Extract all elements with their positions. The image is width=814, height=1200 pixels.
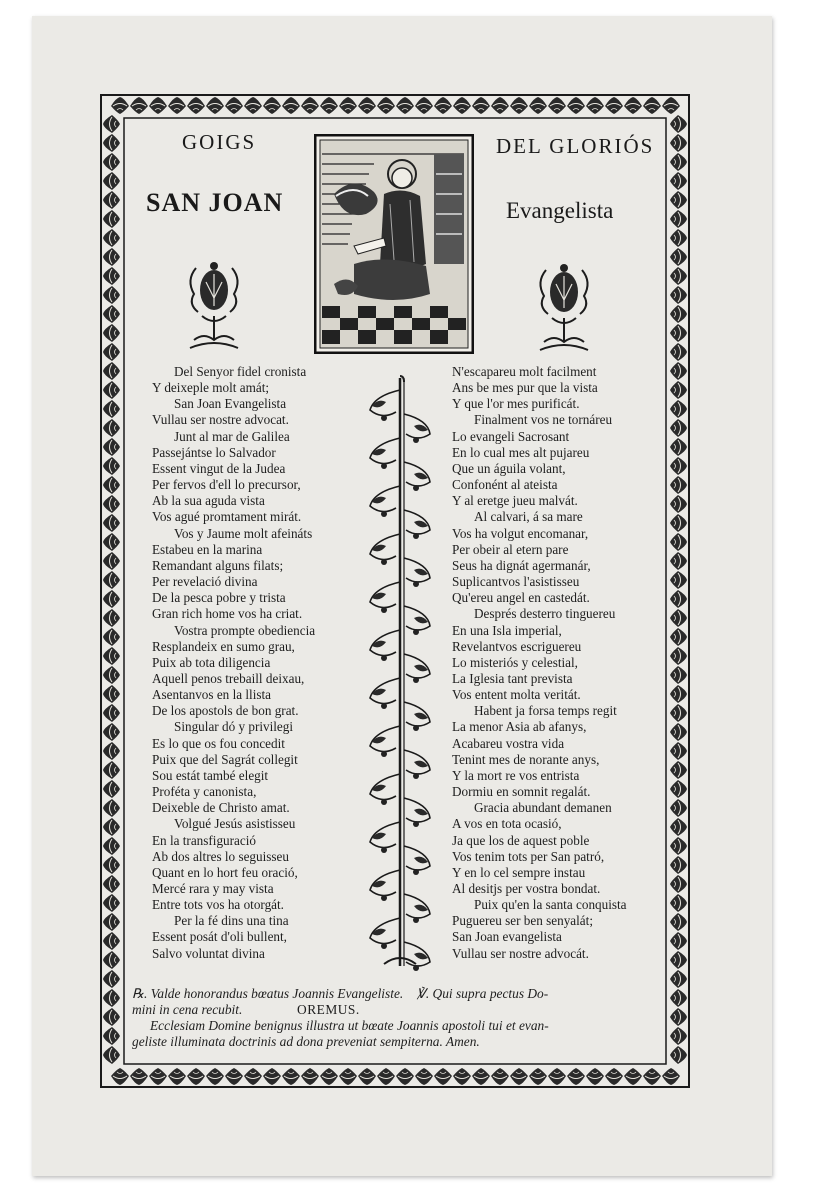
versicle-continued: mini in cena recubit. <box>132 1002 243 1017</box>
left-line: Per fervos d'ell lo precursor, <box>152 477 301 493</box>
versicle: ℣. Qui supra pectus Do- <box>416 986 549 1001</box>
right-line: Després desterro tinguereu <box>474 606 616 622</box>
prayer-line-2: geliste illuminata doctrinis ad dona preveniat sempiterna. Amen. <box>132 1034 480 1049</box>
left-line: Remandant alguns filats; <box>152 557 284 573</box>
right-line: Vos ha volgut encomanar, <box>452 525 589 541</box>
right-line: Finalment vos ne tornáreu <box>474 412 613 428</box>
saint-john-woodcut-icon <box>314 134 474 354</box>
floral-vase-icon <box>534 262 594 354</box>
right-line: A vos en tota ocasió, <box>452 816 562 832</box>
right-line: Y en lo cel sempre instau <box>452 864 586 880</box>
left-line: Vostra prompte obediencia <box>174 622 316 638</box>
left-line: Junt al mar de Galilea <box>174 428 290 444</box>
right-line: Qu'ereu angel en castedát. <box>452 590 590 606</box>
left-line: Del Senyor fidel cronista <box>174 364 307 379</box>
left-line: Quant en lo hort feu oració, <box>152 864 298 880</box>
left-verse-column <box>152 364 382 962</box>
right-line: Tenint mes de norante anys, <box>452 751 600 767</box>
left-line: Vos agué promtament mirát. <box>152 509 302 525</box>
left-line: Mercé rara y may vista <box>152 881 274 896</box>
right-line: Vos tenim tots per San patró, <box>452 848 605 864</box>
right-line: Revelantvos escriguereu <box>452 638 582 654</box>
right-line: Seus ha dignát agermanár, <box>452 557 591 573</box>
left-line: Passejántse lo Salvador <box>152 444 276 460</box>
title-evangelista: Evangelista <box>506 198 614 223</box>
right-line: La menor Asia ab afanys, <box>452 719 587 735</box>
right-line: Al calvari, á sa mare <box>474 509 583 525</box>
left-line: En la transfiguració <box>152 832 256 848</box>
left-line: Volgué Jesús asistisseu <box>174 816 296 832</box>
right-line: Habent ja forsa temps regit <box>474 703 617 719</box>
right-line: Gracia abundant demanen <box>474 800 612 816</box>
right-line: Vullau ser nostre advocát. <box>452 945 589 961</box>
left-line: Estabeu en la marina <box>152 541 263 557</box>
right-line: Acabareu vostra vida <box>452 735 565 751</box>
left-line: San Joan Evangelista <box>174 396 287 412</box>
left-line: Vos y Jaume molt afeináts <box>174 525 313 541</box>
right-line: Vos entent molta veritát. <box>452 687 581 703</box>
left-line: Puix que del Sagrát collegit <box>152 751 298 767</box>
left-line: De los apostols de bon grat. <box>152 703 299 719</box>
prayer-line-1: Ecclesiam Domine benignus illustra ut bœate Joannis apostoli tui et evan- <box>150 1018 549 1033</box>
right-verse-column <box>452 364 666 962</box>
left-line: Per revelació divina <box>152 574 258 590</box>
right-line: Que un águila volant, <box>452 460 566 476</box>
left-line: Asentanvos en la llista <box>152 687 272 703</box>
right-line: Y al eretge jueu malvát. <box>452 493 578 509</box>
right-line: Al desitjs per vostra bondat. <box>452 881 601 896</box>
left-line: Puix ab tota diligencia <box>152 654 271 670</box>
right-line: En una Isla imperial, <box>452 622 562 638</box>
left-line: Entre tots vos ha otorgát. <box>152 897 284 913</box>
right-line: N'escapareu molt facilment <box>452 364 597 379</box>
left-line: Per la fé dins una tina <box>174 913 289 929</box>
right-line: En lo cual mes alt pujareu <box>452 444 590 460</box>
title-del-glorios: DEL GLORIÓS <box>496 134 655 158</box>
left-line: Ab dos altres lo seguisseu <box>152 848 289 864</box>
response-verse: ℞. Valde honorandus bœatus Joannis Evangeliste. <box>132 986 404 1001</box>
left-line: Aquell penos trebaill deixau, <box>152 670 305 686</box>
left-line: Salvo voluntat divina <box>152 945 265 961</box>
right-line: Lo evangeli Sacrosant <box>452 428 570 444</box>
left-line: Resplandeix en sumo grau, <box>152 638 295 654</box>
right-line: Y que l'or mes purificát. <box>452 396 580 412</box>
right-line: Ans be mes pur que la vista <box>452 380 598 396</box>
right-line: Puguereu ser ben senyalát; <box>452 913 593 929</box>
title-san-joan: SAN JOAN <box>146 188 284 217</box>
left-line: Proféta y canonista, <box>152 784 257 800</box>
left-line: Deixeble de Christo amat. <box>152 800 290 816</box>
antiphon-and-prayer <box>132 986 662 1050</box>
left-line: Essent vingut de la Judea <box>152 460 286 476</box>
left-line: Sou estát també elegit <box>152 767 269 783</box>
left-line: Gran rich home vos ha criat. <box>152 606 303 622</box>
left-line: Ab la sua aguda vista <box>152 493 265 509</box>
right-line: Ja que los de aquest poble <box>452 832 590 848</box>
right-line: Suplicantvos l'asistisseu <box>452 574 580 590</box>
left-line: Y deixeple molt amát; <box>152 380 270 396</box>
right-line: Dormiu en somnit regalát. <box>452 784 591 800</box>
right-line: Confonént al ateista <box>452 477 558 493</box>
left-line: Singular dó y privilegi <box>174 719 294 735</box>
right-line: Y la mort re vos entrista <box>452 767 580 783</box>
goigs-page <box>126 120 664 1062</box>
left-line: Es lo que os fou concedit <box>152 735 285 751</box>
title-goigs: GOIGS <box>182 130 257 154</box>
left-line: Vullau ser nostre advocat. <box>152 412 289 428</box>
right-line: Puix qu'en la santa conquista <box>474 897 627 913</box>
left-line: De la pesca pobre y trista <box>152 590 286 606</box>
right-line: Lo misteriós y celestial, <box>452 654 578 670</box>
oremus-heading: OREMUS. <box>297 1002 360 1017</box>
floral-vase-icon <box>184 260 244 352</box>
right-line: La Iglesia tant prevista <box>452 670 573 686</box>
right-line: Per obeir al etern pare <box>452 541 569 557</box>
vine-column-icon <box>364 372 436 972</box>
left-line: Essent posát d'oli bullent, <box>152 929 287 945</box>
right-line: San Joan evangelista <box>452 929 562 945</box>
